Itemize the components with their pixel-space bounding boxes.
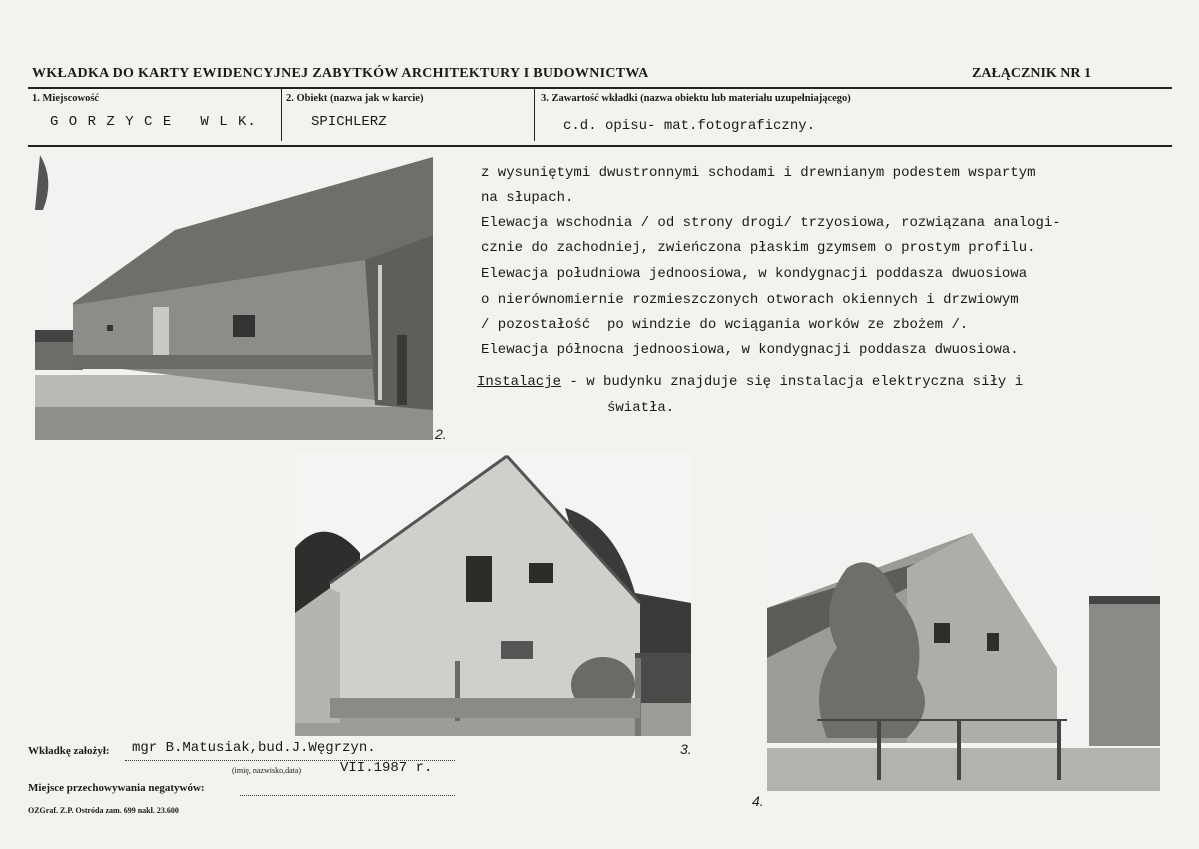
name-date-hint: (imię, nazwisko,data) [232,766,302,775]
form-title: WKŁADKA DO KARTY EWIDENCYJNEJ ZABYTKÓW ARCHITEKTURY I BUDOWNICTWA [32,66,649,81]
header-rule [28,87,1172,89]
locality-label: 1. Miejscowość [32,93,100,104]
printer-imprint: OZGraf. Z.P. Ostróda zam. 699 nakł. 23.600 [28,806,179,815]
installations-text: - w budynku znajduje się instalacja elektryczna siły i [561,374,1024,390]
installations-heading: Instalacje [477,374,562,390]
storage-underline [240,795,455,796]
content-value: c.d. opisu- mat.fotograficzny. [563,118,816,134]
photo-granary-long-side [35,155,433,440]
created-date-value: VII.1987 r. [340,760,433,776]
installations-line [477,369,1023,395]
created-by-label: Wkładkę założył: [28,745,110,757]
description-line-2: na słupach. [481,190,574,206]
description-line-3: Elewacja wschodnia / od strony drogi/ trzyosiowa, rozwiązana analogi- [481,215,1061,231]
object-label: 2. Obiekt (nazwa jak w karcie) [286,93,424,104]
storage-label: Miejsce przechowywania negatywów: [28,782,205,794]
photo-2-number: 2. [435,426,447,442]
description-line-1: z wysuniętymi dwustronnymi schodami i drewnianym podestem wspartym [481,165,1036,181]
description-line-8: Elewacja północna jednoosiowa, w kondygnacji poddasza dwuosiowa. [481,342,1019,358]
content-label: 3. Zawartość wkładki (nazwa obiektu lub materiału uzupełniającego) [541,93,851,104]
fields-bottom-rule [28,145,1172,147]
object-value: SPICHLERZ [311,114,387,130]
photo-granary-corner-view [767,508,1160,791]
installations-line-2: światła. [607,400,675,416]
photo-4-number: 4. [752,793,764,809]
field-divider-2 [534,88,535,141]
photo-3-number: 3. [680,741,692,757]
locality-value: G O R Z Y C E W L K. [50,114,257,130]
description-line-4: cznie do zachodniej, zwieńczona płaskim gzymsem o prostym profilu. [481,240,1036,256]
created-by-value: mgr B.Matusiak,bud.J.Węgrzyn. [132,740,376,756]
annex-number: ZAŁĄCZNIK NR 1 [972,66,1092,81]
description-line-7: / pozostałość po windzie do wciągania worków ze zbożem /. [481,317,969,333]
description-line-6: o nierównomiernie rozmieszczonych otworach okiennych i drzwiowym [481,292,1019,308]
field-divider-1 [281,88,282,141]
photo-granary-gable-end [295,453,691,736]
description-line-5: Elewacja południowa jednoosiowa, w kondygnacji poddasza dwuosiowa [481,266,1028,282]
